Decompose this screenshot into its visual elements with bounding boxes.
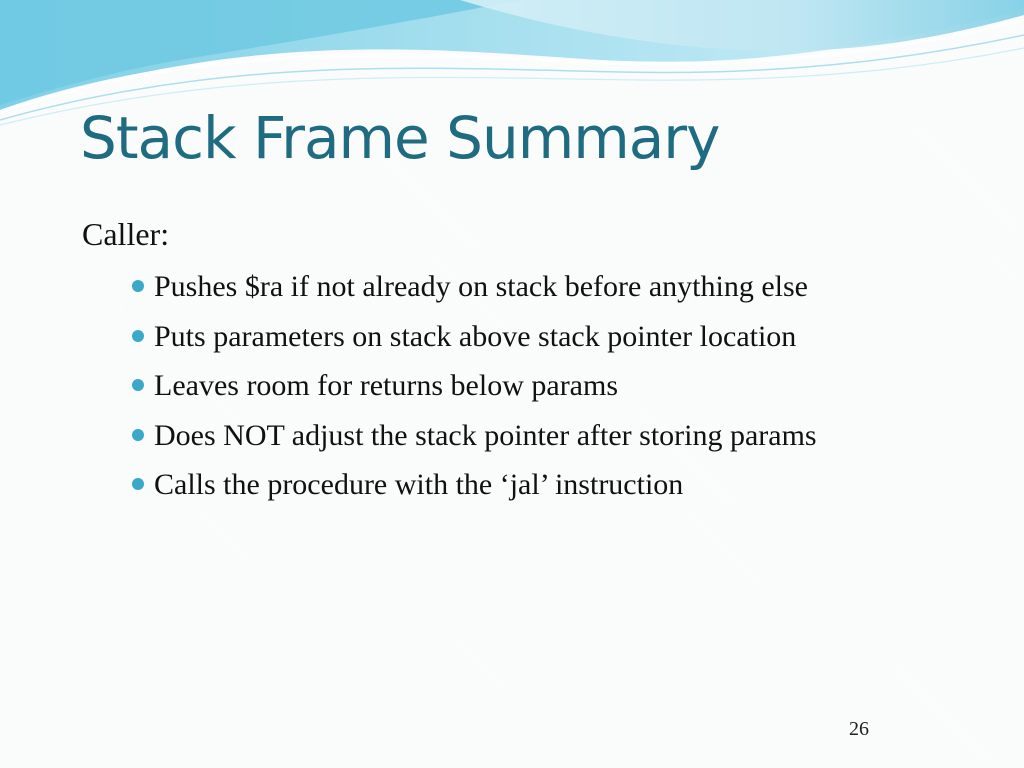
bullet-item [130, 262, 1002, 312]
page-number: 26 [849, 718, 869, 740]
bullet-text: Calls the procedure with the ‘jal’ instruction [154, 468, 684, 501]
bullet-dot-icon [132, 280, 144, 292]
bullet-list [82, 262, 1002, 510]
slide-body [82, 212, 1002, 510]
bullet-item [130, 460, 1002, 510]
bullet-dot-icon [132, 379, 144, 391]
bullet-text: Leaves room for returns below params [154, 369, 619, 402]
bullet-dot-icon [132, 330, 144, 342]
bullet-item [130, 312, 1002, 362]
bullet-item [130, 361, 1002, 411]
bullet-text: Pushes $ra if not already on stack before anything else [154, 270, 808, 303]
bullet-text: Puts parameters on stack above stack pointer location [154, 319, 797, 353]
bullet-dot-icon [132, 429, 144, 441]
bullet-text: Does NOT adjust the stack pointer after storing params [154, 418, 817, 452]
slide-title: Stack Frame Summary [80, 104, 720, 172]
bullet-dot-icon [132, 478, 144, 490]
bullet-item [130, 411, 1002, 461]
caller-heading: Caller: [82, 216, 170, 252]
